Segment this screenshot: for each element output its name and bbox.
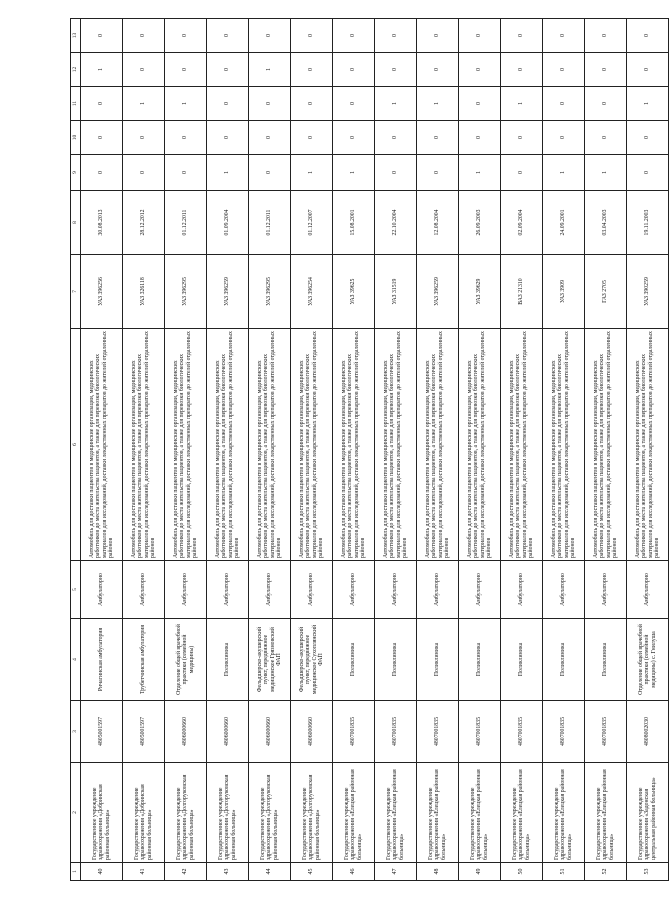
count-cell: 1 — [81, 53, 123, 87]
vehicle-purpose-cell: Автомобиль для доставки пациентов в медицинские организации, медицинских работников до места жительства пациентов, а также для перевозки биологических материалов для исследований, доставки лекарственных препаратов до жителей отдаленных районов — [333, 329, 375, 561]
vehicle-model-cell: УАЗ 396259 — [417, 255, 459, 329]
vehicle-model-cell: УАЗ 396295 — [165, 255, 207, 329]
department-cell: Поликлиника — [207, 619, 249, 701]
row-number-cell: 40 — [81, 863, 123, 881]
vehicle-purpose-cell: Автомобиль для доставки пациентов в медицинские организации, медицинских работников до места жительства пациентов, а также для перевозки биологических материалов для исследований, доставки лекарственных препаратов до жителей отдаленных районов — [81, 329, 123, 561]
count-cell: 1 — [165, 87, 207, 121]
vehicle-purpose-cell: Автомобиль для доставки пациентов в медицинские организации, медицинских работников до места жительства пациентов, а также для перевозки биологических материалов для исследований, доставки лекарственных препаратов до жителей отдаленных районов — [543, 329, 585, 561]
organization-cell: Государственное учреждение здравоохранения «Долгоруковская районная больница» — [249, 763, 291, 863]
count-cell: 0 — [291, 121, 333, 155]
care-type-cell: Амбулаторно — [585, 561, 627, 619]
vehicle-model-cell: УАЗ 390259 — [627, 255, 669, 329]
count-cell: 0 — [501, 19, 543, 53]
count-cell: 0 — [165, 53, 207, 87]
count-cell: 0 — [207, 53, 249, 87]
vehicle-model-cell: УАЗ 39629 — [459, 255, 501, 329]
count-cell: 0 — [417, 19, 459, 53]
org-code-cell: 4807001835 — [333, 701, 375, 763]
count-cell: 0 — [627, 155, 669, 191]
count-cell: 1 — [417, 87, 459, 121]
count-cell: 0 — [543, 87, 585, 121]
count-cell: 0 — [333, 19, 375, 53]
organization-cell: Государственное учреждение здравоохранения «Елецкая районная больница» — [375, 763, 417, 863]
count-cell: 0 — [585, 121, 627, 155]
org-code-cell: 4806000660 — [249, 701, 291, 763]
row-number-cell: 49 — [459, 863, 501, 881]
organization-cell: Государственное учреждение здравоохранения «Добринская районная больница» — [123, 763, 165, 863]
row-number-cell: 42 — [165, 863, 207, 881]
org-code-cell: 4807001835 — [375, 701, 417, 763]
vehicle-purpose-cell: Автомобиль для доставки пациентов в медицинские организации, медицинских работников до места жительства пациентов, а также для перевозки биологических материалов для исследований, доставки лекарственных препаратов до жителей отдаленных районов — [417, 329, 459, 561]
vehicle-model-cell: УАЗ 396254 — [291, 255, 333, 329]
care-type-cell: Амбулаторно — [249, 561, 291, 619]
count-cell: 0 — [627, 19, 669, 53]
org-code-cell: 4807001835 — [459, 701, 501, 763]
vehicle-model-cell: УАЗ 396256 — [81, 255, 123, 329]
count-cell: 0 — [417, 53, 459, 87]
row-number-cell: 51 — [543, 863, 585, 881]
table-row — [627, 19, 669, 881]
vehicle-model-cell: УАЗ 39625 — [333, 255, 375, 329]
table-row — [123, 19, 165, 881]
organization-cell: Государственное учреждение здравоохранения «Долгоруковская районная больница» — [165, 763, 207, 863]
header-cell: 13 — [71, 19, 81, 53]
department-cell: Поликлиника — [459, 619, 501, 701]
care-type-cell: Амбулаторно — [459, 561, 501, 619]
table-row — [501, 19, 543, 881]
vehicle-model-cell: УАЗ 326118 — [123, 255, 165, 329]
department-cell: Поликлиника — [333, 619, 375, 701]
care-type-cell: Амбулаторно — [123, 561, 165, 619]
header-cell: 6 — [71, 329, 81, 561]
acquisition-date-cell: 15.08.2001 — [333, 191, 375, 255]
acquisition-date-cell: 24.09.2001 — [543, 191, 585, 255]
care-type-cell: Амбулаторно — [165, 561, 207, 619]
department-cell: Фельдшерско-акушерский пункт, передвижное медицинское Грязновский ФАП — [249, 619, 291, 701]
table-row — [165, 19, 207, 881]
care-type-cell: Амбулаторно — [501, 561, 543, 619]
care-type-cell: Амбулаторно — [291, 561, 333, 619]
department-cell: Поликлиника — [501, 619, 543, 701]
count-cell: 0 — [207, 121, 249, 155]
count-cell: 0 — [123, 53, 165, 87]
row-number-cell: 52 — [585, 863, 627, 881]
acquisition-date-cell: 19.11.2003 — [627, 191, 669, 255]
vehicle-purpose-cell: Автомобиль для доставки пациентов в медицинские организации, медицинских работников до места жительства пациентов, а также для перевозки биологических материалов для исследований, доставки лекарственных препаратов до жителей отдаленных районов — [459, 329, 501, 561]
header-cell: 7 — [71, 255, 81, 329]
row-number-cell: 44 — [249, 863, 291, 881]
organization-cell: Государственное учреждение здравоохранения «Елецкая районная больница» — [585, 763, 627, 863]
department-cell: Ричагинская амбулатория — [81, 619, 123, 701]
count-cell: 0 — [417, 155, 459, 191]
org-code-cell: 4805001597 — [81, 701, 123, 763]
acquisition-date-cell: 01.09.2004 — [207, 191, 249, 255]
acquisition-date-cell: 26.09.2003 — [459, 191, 501, 255]
acquisition-date-cell: 22.10.2004 — [375, 191, 417, 255]
header-row — [71, 19, 81, 881]
organization-cell: Государственное учреждение здравоохранения «Елецкая районная больница» — [417, 763, 459, 863]
organization-cell: Государственное учреждение здравоохранения «Добринская районная больница» — [81, 763, 123, 863]
count-cell: 0 — [459, 87, 501, 121]
org-code-cell: 4807001835 — [417, 701, 459, 763]
count-cell: 0 — [585, 19, 627, 53]
organization-cell: Государственное учреждение здравоохранения «Задонская центральная районная больница» — [627, 763, 669, 863]
care-type-cell: Амбулаторно — [627, 561, 669, 619]
count-cell: 0 — [81, 121, 123, 155]
table-row — [207, 19, 249, 881]
count-cell: 1 — [585, 155, 627, 191]
row-number-cell: 41 — [123, 863, 165, 881]
department-cell: Отделение общей врачебной практики (семейной медицины) — [165, 619, 207, 701]
count-cell: 0 — [123, 155, 165, 191]
table-row — [249, 19, 291, 881]
count-cell: 0 — [123, 121, 165, 155]
acquisition-date-cell: 12.08.2004 — [417, 191, 459, 255]
vehicle-model-cell: УАЗ 3909 — [543, 255, 585, 329]
count-cell: 0 — [417, 121, 459, 155]
count-cell: 0 — [459, 53, 501, 87]
vehicle-purpose-cell: Автомобиль для доставки пациентов в медицинские организации, медицинских работников до места жительства пациентов, а также для перевозки биологических материалов для исследований, доставки лекарственных препаратов до жителей отдаленных районов — [627, 329, 669, 561]
count-cell: 0 — [375, 121, 417, 155]
vehicle-purpose-cell: Автомобиль для доставки пациентов в медицинские организации, медицинских работников до места жительства пациентов, а также для перевозки биологических материалов для исследований, доставки лекарственных препаратов до жителей отдаленных районов — [375, 329, 417, 561]
table-row — [585, 19, 627, 881]
vehicle-purpose-cell: Автомобиль для доставки пациентов в медицинские организации, медицинских работников до места жительства пациентов, а также для перевозки биологических материалов для исследований, доставки лекарственных препаратов до жителей отдаленных районов — [249, 329, 291, 561]
header-cell: 9 — [71, 155, 81, 191]
count-cell: 0 — [501, 121, 543, 155]
org-code-cell: 4806000660 — [291, 701, 333, 763]
department-cell: Поликлиника — [417, 619, 459, 701]
count-cell: 0 — [249, 87, 291, 121]
count-cell: 0 — [375, 53, 417, 87]
header-cell: 3 — [71, 701, 81, 763]
org-code-cell: 4807001835 — [585, 701, 627, 763]
acquisition-date-cell: 28.12.2012 — [123, 191, 165, 255]
header-cell: 11 — [71, 87, 81, 121]
row-number-cell: 45 — [291, 863, 333, 881]
count-cell: 0 — [165, 19, 207, 53]
vehicle-purpose-cell: Автомобиль для доставки пациентов в медицинские организации, медицинских работников до места жительства пациентов, а также для перевозки биологических материалов для исследований, доставки лекарственных препаратов до жителей отдаленных районов — [207, 329, 249, 561]
row-number-cell: 47 — [375, 863, 417, 881]
count-cell: 0 — [249, 155, 291, 191]
vehicle-purpose-cell: Автомобиль для доставки пациентов в медицинские организации, медицинских работников до места жительства пациентов, а также для перевозки биологических материалов для исследований, доставки лекарственных препаратов до жителей отдаленных районов — [165, 329, 207, 561]
vehicle-purpose-cell: Автомобиль для доставки пациентов в медицинские организации, медицинских работников до места жительства пациентов, а также для перевозки биологических материалов для исследований, доставки лекарственных препаратов до жителей отдаленных районов — [123, 329, 165, 561]
table-row — [459, 19, 501, 881]
org-code-cell: 4806000660 — [207, 701, 249, 763]
count-cell: 0 — [333, 121, 375, 155]
acquisition-date-cell: 01.12.2011 — [165, 191, 207, 255]
count-cell: 1 — [207, 155, 249, 191]
org-code-cell: 4805001597 — [123, 701, 165, 763]
header-cell: 10 — [71, 121, 81, 155]
acquisition-date-cell: 02.09.2004 — [501, 191, 543, 255]
header-cell: 2 — [71, 763, 81, 863]
count-cell: 0 — [585, 87, 627, 121]
care-type-cell: Амбулаторно — [81, 561, 123, 619]
table-row — [333, 19, 375, 881]
count-cell: 0 — [291, 53, 333, 87]
header-cell: 1 — [71, 863, 81, 881]
header-cell: 12 — [71, 53, 81, 87]
table-row — [375, 19, 417, 881]
count-cell: 0 — [459, 121, 501, 155]
acquisition-date-cell: 01.12.2011 — [249, 191, 291, 255]
count-cell: 1 — [333, 155, 375, 191]
care-type-cell: Амбулаторно — [375, 561, 417, 619]
count-cell: 0 — [207, 19, 249, 53]
row-number-cell: 43 — [207, 863, 249, 881]
care-type-cell: Амбулаторно — [417, 561, 459, 619]
organization-cell: Государственное учреждение здравоохранения «Елецкая районная больница» — [543, 763, 585, 863]
department-cell: Отделение общей врачебной практики (семейной медицины) с. Гнилуша — [627, 619, 669, 701]
count-cell: 0 — [459, 19, 501, 53]
count-cell: 1 — [249, 53, 291, 87]
org-code-cell: 4807001835 — [501, 701, 543, 763]
org-code-cell: 4806000660 — [165, 701, 207, 763]
organization-cell: Государственное учреждение здравоохранения «Долгоруковская районная больница» — [207, 763, 249, 863]
count-cell: 1 — [501, 87, 543, 121]
count-cell: 0 — [81, 87, 123, 121]
care-type-cell: Амбулаторно — [207, 561, 249, 619]
care-type-cell: Амбулаторно — [333, 561, 375, 619]
department-cell: Трубетчинская амбулатория — [123, 619, 165, 701]
count-cell: 0 — [501, 53, 543, 87]
table-row — [291, 19, 333, 881]
vehicle-model-cell: ГАЗ 2705 — [585, 255, 627, 329]
count-cell: 1 — [627, 87, 669, 121]
count-cell: 0 — [543, 19, 585, 53]
table-row — [417, 19, 459, 881]
count-cell: 0 — [165, 155, 207, 191]
count-cell: 0 — [375, 155, 417, 191]
count-cell: 1 — [543, 155, 585, 191]
count-cell: 0 — [291, 87, 333, 121]
header-cell: 5 — [71, 561, 81, 619]
department-cell: Поликлиника — [585, 619, 627, 701]
vehicle-model-cell: УАЗ 396259 — [207, 255, 249, 329]
row-number-cell: 46 — [333, 863, 375, 881]
vehicle-purpose-cell: Автомобиль для доставки пациентов в медицинские организации, медицинских работников до места жительства пациентов, а также для перевозки биологических материалов для исследований, доставки лекарственных препаратов до жителей отдаленных районов — [585, 329, 627, 561]
vehicle-purpose-cell: Автомобиль для доставки пациентов в медицинские организации, медицинских работников до места жительства пациентов, а также для перевозки биологических материалов для исследований, доставки лекарственных препаратов до жителей отдаленных районов — [291, 329, 333, 561]
org-code-cell: 4808002030 — [627, 701, 669, 763]
count-cell: 1 — [123, 87, 165, 121]
count-cell: 1 — [459, 155, 501, 191]
organization-cell: Государственное учреждение здравоохранения «Елецкая районная больница» — [333, 763, 375, 863]
department-cell: Поликлиника — [375, 619, 417, 701]
acquisition-date-cell: 03.04.2003 — [585, 191, 627, 255]
count-cell: 0 — [291, 19, 333, 53]
acquisition-date-cell: 01.12.2007 — [291, 191, 333, 255]
organization-cell: Государственное учреждение здравоохранения «Долгоруковская районная больница» — [291, 763, 333, 863]
vehicle-table — [70, 18, 669, 881]
count-cell: 0 — [123, 19, 165, 53]
org-code-cell: 4807001835 — [543, 701, 585, 763]
count-cell: 1 — [375, 87, 417, 121]
header-cell: 4 — [71, 619, 81, 701]
vehicle-model-cell: ВАЗ 21310 — [501, 255, 543, 329]
count-cell: 0 — [249, 121, 291, 155]
department-cell: Поликлиника — [543, 619, 585, 701]
vehicle-purpose-cell: Автомобиль для доставки пациентов в медицинские организации, медицинских работников до места жительства пациентов, а также для перевозки биологических материалов для исследований, доставки лекарственных препаратов до жителей отдаленных районов — [501, 329, 543, 561]
vehicle-model-cell: УАЗ 396295 — [249, 255, 291, 329]
count-cell: 0 — [165, 121, 207, 155]
table-row — [81, 19, 123, 881]
row-number-cell: 48 — [417, 863, 459, 881]
count-cell: 0 — [627, 53, 669, 87]
organization-cell: Государственное учреждение здравоохранения «Елецкая районная больница» — [459, 763, 501, 863]
count-cell: 0 — [585, 53, 627, 87]
header-cell: 8 — [71, 191, 81, 255]
count-cell: 0 — [375, 19, 417, 53]
organization-cell: Государственное учреждение здравоохранения «Елецкая районная больница» — [501, 763, 543, 863]
count-cell: 0 — [333, 53, 375, 87]
table-row — [543, 19, 585, 881]
row-number-cell: 50 — [501, 863, 543, 881]
count-cell: 0 — [207, 87, 249, 121]
count-cell: 0 — [81, 19, 123, 53]
count-cell: 0 — [501, 155, 543, 191]
count-cell: 0 — [543, 121, 585, 155]
count-cell: 1 — [291, 155, 333, 191]
count-cell: 0 — [81, 155, 123, 191]
count-cell: 0 — [333, 87, 375, 121]
count-cell: 0 — [627, 121, 669, 155]
acquisition-date-cell: 30.08.2013 — [81, 191, 123, 255]
count-cell: 0 — [249, 19, 291, 53]
care-type-cell: Амбулаторно — [543, 561, 585, 619]
count-cell: 0 — [543, 53, 585, 87]
row-number-cell: 53 — [627, 863, 669, 881]
department-cell: Фельдшерско-акушерский пункт, передвижное медицинское Сухоплянский ФАП — [291, 619, 333, 701]
vehicle-model-cell: УАЗ 31519 — [375, 255, 417, 329]
